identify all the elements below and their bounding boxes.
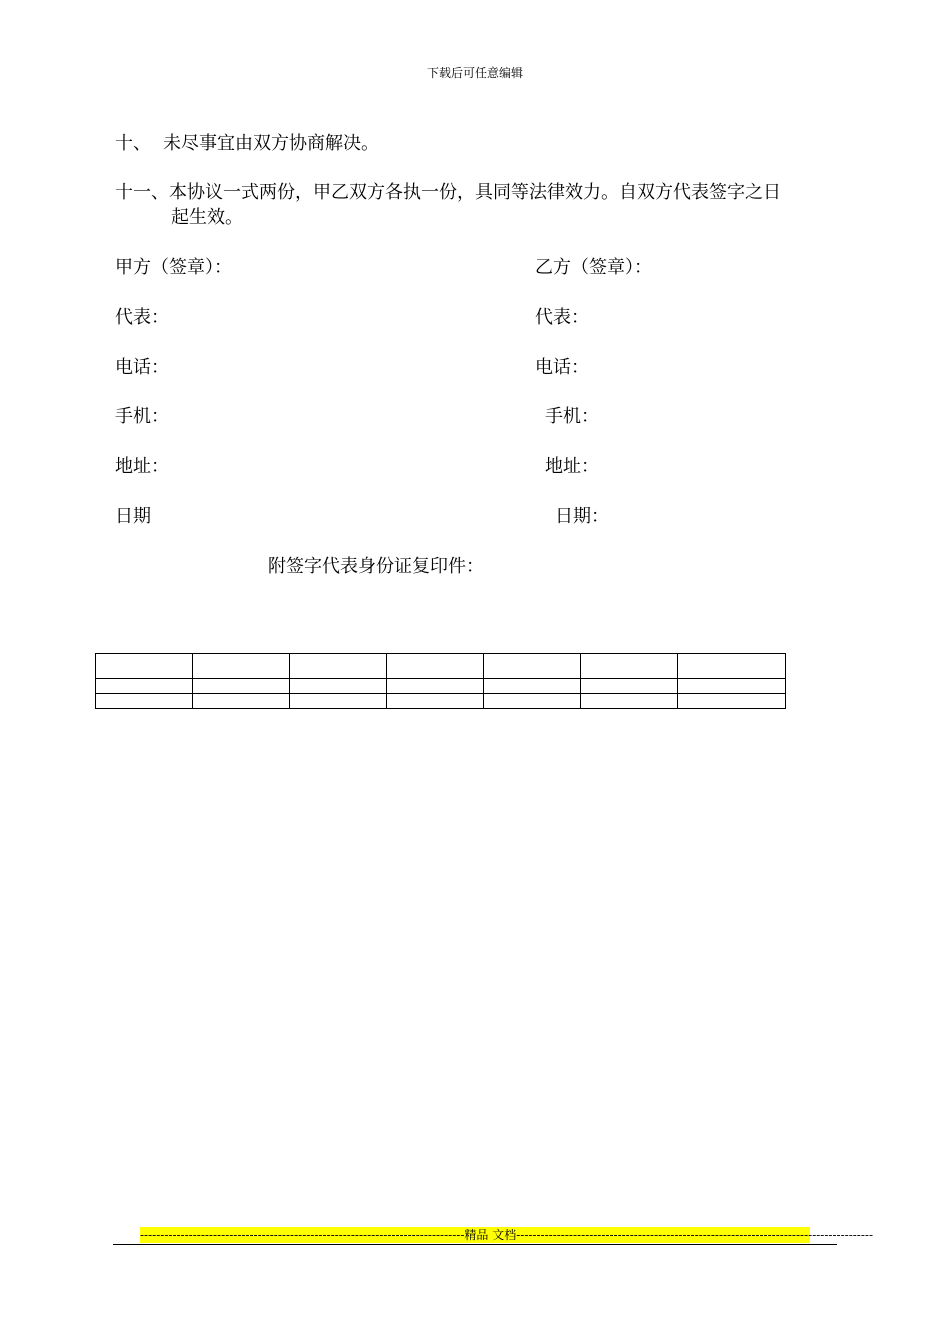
id-copy-table [95,653,786,709]
table-cell [387,679,484,694]
table-cell [581,679,678,694]
table-cell [193,679,290,694]
page-header-note: 下载后可任意编辑 [426,66,523,80]
table-cell [96,679,193,694]
footer-highlight-bar [140,1227,874,1243]
table-row [96,679,786,694]
table-cell [484,654,581,679]
party-b-phone: 电话： [535,357,589,378]
table-cell [290,654,387,679]
clause-10-number: 十、 [115,133,151,154]
clause-11 [115,181,781,205]
clause-11-text-line1: 本协议一式两份，甲乙双方各执一份，具同等法律效力。自双方代表签字之日 [169,182,781,203]
table-cell [290,694,387,709]
party-b-date: 日期： [555,506,609,527]
table-row [96,694,786,709]
clause-11-number: 十一、 [115,182,169,203]
table-cell [678,694,786,709]
table-cell [96,694,193,709]
table-cell [96,654,193,679]
party-a-representative: 代表： [115,307,169,328]
party-b-representative: 代表： [535,307,589,328]
table-cell [484,679,581,694]
footer-dashes-left: -------------------------------------------------------------------------------- [140,1228,465,1242]
table-cell [678,654,786,679]
clause-11-continuation: 起生效。 [171,207,243,228]
table-cell [678,679,786,694]
table-cell [387,654,484,679]
party-a-phone: 电话： [115,357,169,378]
table-cell [290,679,387,694]
table-cell [484,694,581,709]
footer-rule [113,1244,837,1245]
party-a-title: 甲方（签章）： [115,257,232,278]
party-b-title: 乙方（签章）： [535,257,652,278]
table-cell [193,694,290,709]
table-cell [387,694,484,709]
party-a-address: 地址： [115,456,169,477]
table-row [96,654,786,679]
clause-10-text: 未尽事宜由双方协商解决。 [163,133,379,154]
footer-dashes-right: ---------------------------------------------------------------------------------------- [516,1228,874,1242]
party-a-mobile: 手机： [115,406,169,427]
footer-label: 精品 文档 [464,1228,517,1242]
table-cell [581,654,678,679]
party-b-address: 地址： [545,456,599,477]
clause-10 [115,132,379,156]
table-cell [193,654,290,679]
table-cell [581,694,678,709]
party-a-date: 日期 [115,506,151,527]
attachment-note: 附签字代表身份证复印件： [268,556,484,577]
party-b-mobile: 手机： [545,406,599,427]
